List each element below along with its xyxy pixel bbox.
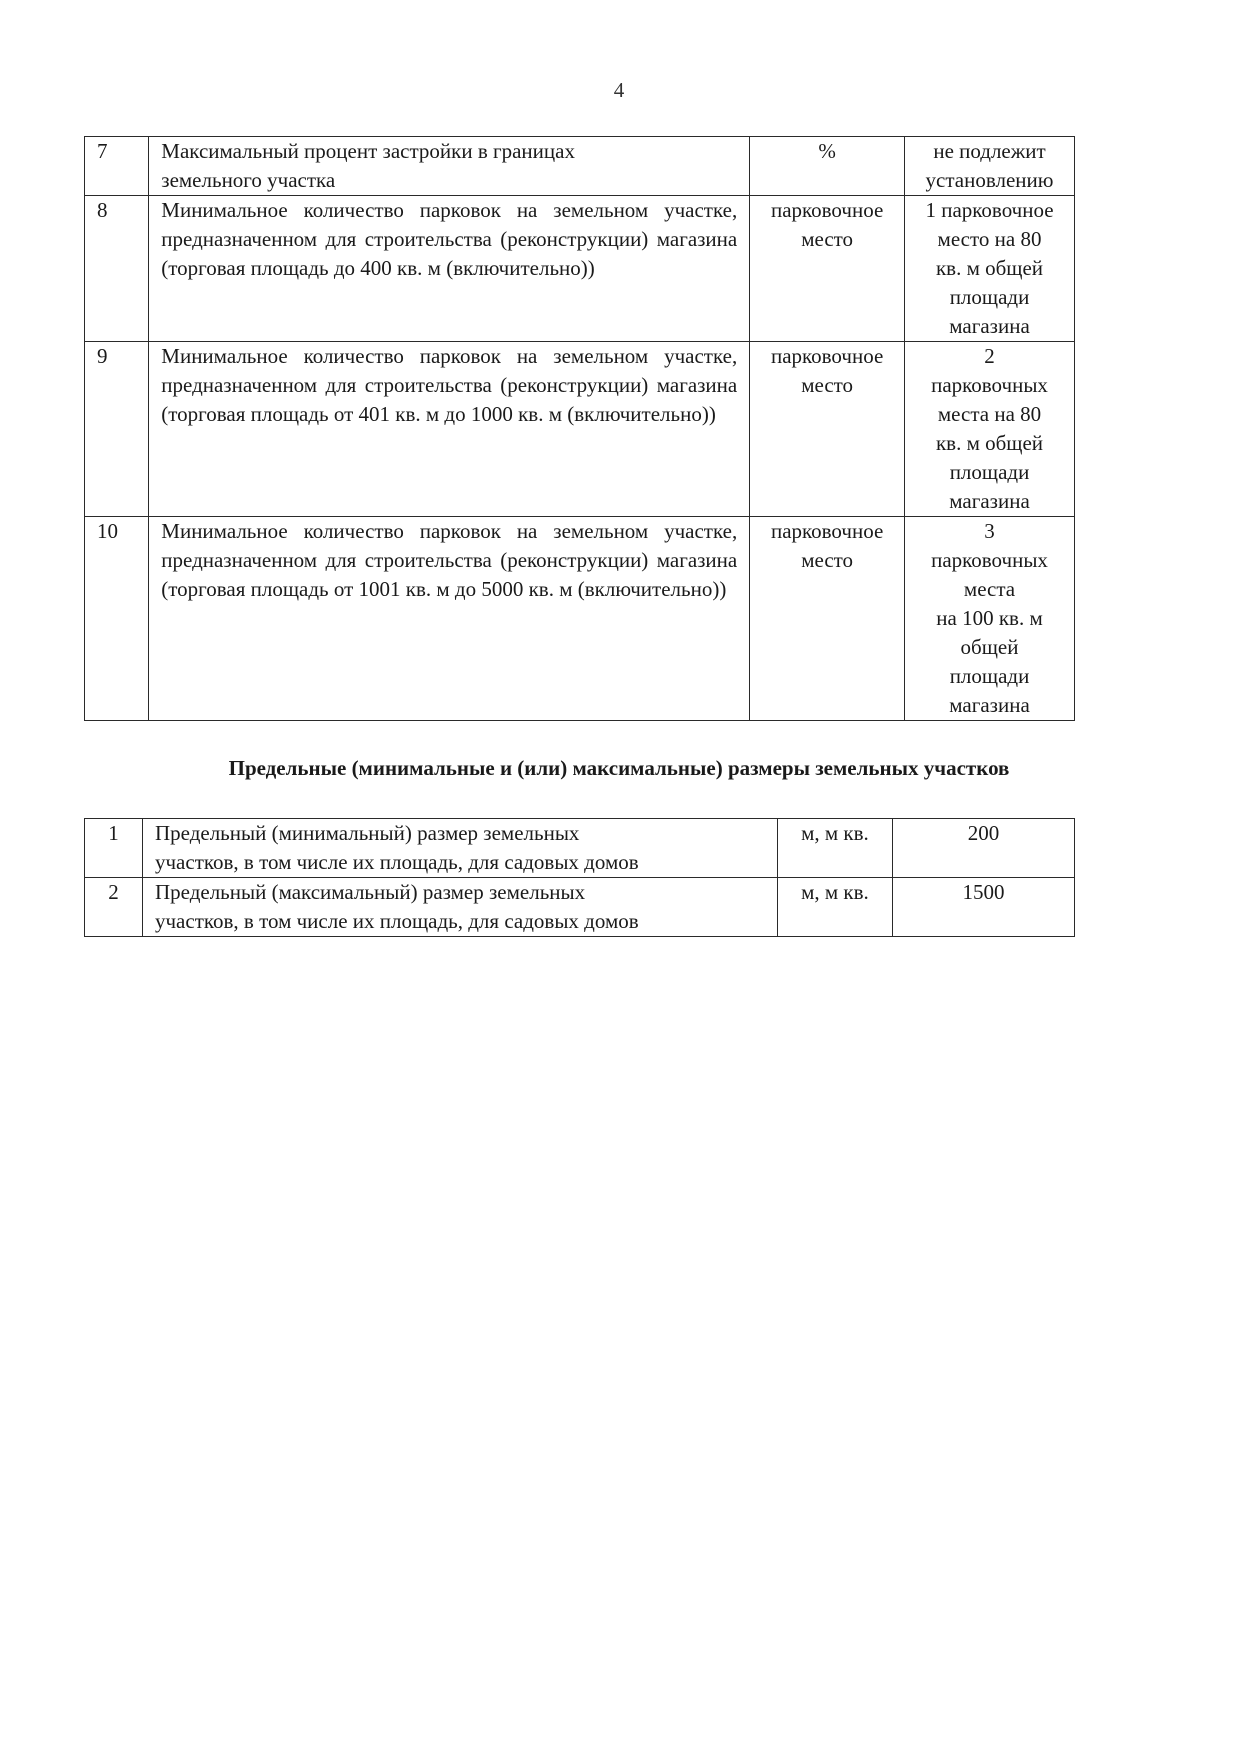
value-line: магазина <box>949 693 1030 717</box>
unit-line: парковочное <box>770 519 884 543</box>
name-line: Предельный (максимальный) размер земельных <box>154 880 586 904</box>
value-line: магазина <box>949 314 1030 338</box>
page-number: 4 <box>613 78 625 102</box>
value-line: парковочных <box>931 548 1048 572</box>
unit-cell: м, м кв. <box>777 878 892 937</box>
row-number: 2 <box>85 878 143 937</box>
value-line: магазина <box>949 489 1030 513</box>
name-line: участков, в том числе их площадь, для садовых домов <box>154 909 639 933</box>
parameter-name: Максимальный процент застройки в границах земельного участка <box>149 137 750 196</box>
row-number: 7 <box>85 137 149 196</box>
value-cell: 200 <box>892 819 1074 878</box>
value-line: площади <box>949 460 1030 484</box>
value-cell <box>905 137 1075 196</box>
unit-line: место <box>801 227 854 251</box>
unit-cell <box>750 196 905 342</box>
parameter-name: Минимальное количество парковок на земельном участке, предназначенном для строительства (реконструкции) магазина (торговая площадь до 400 кв. м (включительно)) <box>149 196 750 342</box>
value-cell: 1500 <box>892 878 1074 937</box>
row-number: 9 <box>85 342 149 517</box>
value-cell <box>905 517 1075 721</box>
value-line: 2 <box>984 344 995 368</box>
row-number: 1 <box>85 819 143 878</box>
unit-cell: % <box>750 137 905 196</box>
value-cell <box>905 196 1075 342</box>
parameters-table <box>84 136 1075 721</box>
parameter-name <box>142 878 777 937</box>
section-heading: Предельные (минимальные и (или) максимальные) размеры земельных участков <box>228 756 1010 780</box>
row-number: 10 <box>85 517 149 721</box>
unit-line: место <box>801 548 854 572</box>
table-row <box>85 517 1075 721</box>
value-line: кв. м общей <box>935 431 1044 455</box>
value-line: площади <box>949 664 1030 688</box>
value-line: площади <box>949 285 1030 309</box>
table-row <box>85 137 1075 196</box>
parameter-name <box>142 819 777 878</box>
unit-line: парковочное <box>770 344 884 368</box>
row-number: 8 <box>85 196 149 342</box>
value-line: кв. м общей <box>935 256 1044 280</box>
name-line: Предельный (минимальный) размер земельных <box>154 821 580 845</box>
unit-cell <box>750 342 905 517</box>
name-line: участков, в том числе их площадь, для садовых домов <box>154 850 639 874</box>
plot-size-table <box>84 818 1075 937</box>
value-line: общей <box>960 635 1019 659</box>
value-line: 1 парковочное <box>925 198 1054 222</box>
value-line: место на 80 <box>937 227 1042 251</box>
table-row <box>85 819 1075 878</box>
value-line: места на 80 <box>937 402 1042 426</box>
parameter-name: Минимальное количество парковок на земельном участке, предназначенном для строительства (реконструкции) магазина (торговая площадь от 1001 кв. м до 5000 кв. м (включительно)) <box>149 517 750 721</box>
unit-line: место <box>801 373 854 397</box>
unit-cell <box>750 517 905 721</box>
value-line: не подлежит <box>933 139 1046 163</box>
unit-cell: м, м кв. <box>777 819 892 878</box>
value-line: парковочных <box>931 373 1048 397</box>
value-line: на 100 кв. м <box>936 606 1043 630</box>
value-line: места <box>963 577 1016 601</box>
table-row <box>85 196 1075 342</box>
table-row <box>85 878 1075 937</box>
value-line: 3 <box>984 519 995 543</box>
parameter-name: Минимальное количество парковок на земельном участке, предназначенном для строительства (реконструкции) магазина (торговая площадь от 401 кв. м до 1000 кв. м (включительно)) <box>149 342 750 517</box>
unit-line: парковочное <box>770 198 884 222</box>
table-row <box>85 342 1075 517</box>
value-line: установлению <box>925 168 1054 192</box>
value-cell <box>905 342 1075 517</box>
